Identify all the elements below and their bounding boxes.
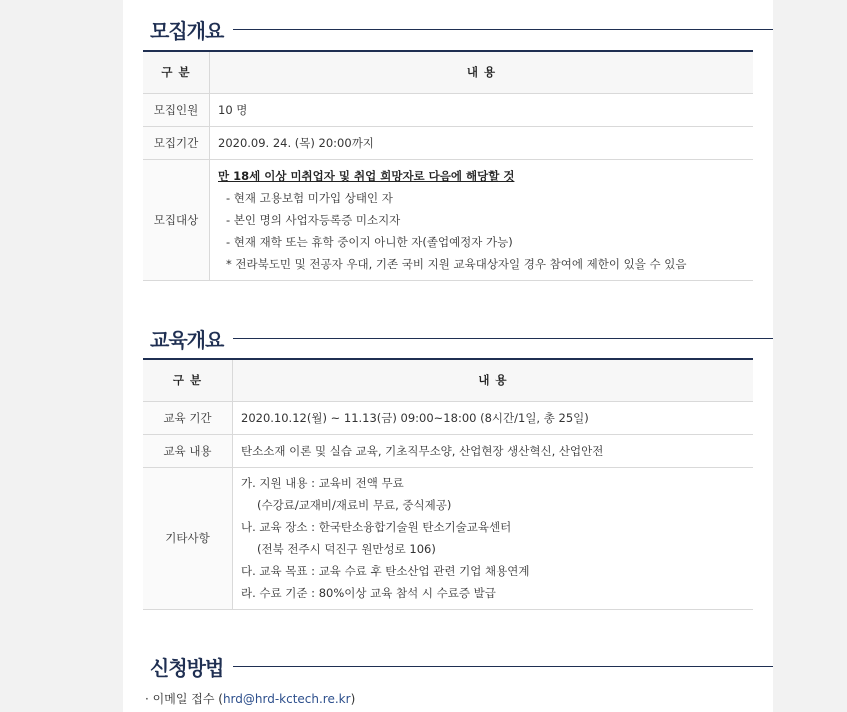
row-value: 2020.10.12(월) ~ 11.13(금) 09:00~18:00 (8시간/1일, 총 25일) xyxy=(233,401,754,434)
table-header-row xyxy=(143,51,753,93)
bullet-icon: · xyxy=(145,692,149,706)
row-label: 모집인원 xyxy=(143,93,210,126)
section-rule xyxy=(233,29,773,30)
row-label: 모집대상 xyxy=(143,159,210,280)
apply-section-header xyxy=(150,652,773,681)
row-value: 2020.09. 24. (목) 20:00까지 xyxy=(210,126,754,159)
table-row xyxy=(143,401,753,434)
header-category: 구 분 xyxy=(143,359,233,401)
misc-item: (수강료/교재비/재료비 무료, 중식제공) xyxy=(257,498,452,512)
education-table xyxy=(143,358,753,610)
row-value: 탄소소재 이론 및 실습 교육, 기초직무소양, 산업현장 생산혁신, 산업안전 xyxy=(233,434,754,467)
misc-item: 다. 교육 목표 : 교육 수료 후 탄소산업 관련 기업 채용연계 xyxy=(241,564,530,578)
table-row xyxy=(143,434,753,467)
row-value xyxy=(210,159,754,280)
education-section-header xyxy=(150,324,773,353)
table-row xyxy=(143,93,753,126)
header-content: 내 용 xyxy=(233,359,754,401)
apply-label: 이메일 접수 xyxy=(152,692,215,706)
section-rule xyxy=(233,666,773,667)
target-item: - 현재 고용보험 미가입 상태인 자 xyxy=(226,190,393,205)
row-label: 모집기간 xyxy=(143,126,210,159)
misc-item: 나. 교육 장소 : 한국탄소융합기술원 탄소기술교육센터 xyxy=(241,520,512,534)
recruit-section-header xyxy=(150,15,773,44)
target-headline: 만 18세 이상 미취업자 및 취업 희망자로 다음에 해당할 것 xyxy=(218,168,515,183)
table-header-row xyxy=(143,359,753,401)
section-title-recruit: 모집개요 xyxy=(150,19,224,43)
table-row xyxy=(143,159,753,280)
misc-item: 가. 지원 내용 : 교육비 전액 무료 xyxy=(241,476,404,490)
section-rule xyxy=(233,338,773,339)
row-label: 기타사항 xyxy=(143,467,233,609)
misc-item: (전북 전주시 덕진구 원만성로 106) xyxy=(257,542,436,556)
row-label: 교육 기간 xyxy=(143,401,233,434)
target-item: - 현재 재학 또는 휴학 중이지 아니한 자(졸업예정자 가능) xyxy=(226,234,513,249)
header-category: 구 분 xyxy=(143,51,210,93)
row-value: 10 명 xyxy=(210,93,754,126)
header-content: 내 용 xyxy=(210,51,754,93)
row-value xyxy=(233,467,754,609)
apply-method: · 이메일 접수 (hrd@hrd-kctech.re.kr) xyxy=(145,692,356,706)
target-item: - 본인 명의 사업자등록증 미소지자 xyxy=(226,212,401,227)
misc-item: 라. 수료 기준 : 80%이상 교육 참석 시 수료증 발급 xyxy=(241,586,496,600)
table-row xyxy=(143,126,753,159)
row-label: 교육 내용 xyxy=(143,434,233,467)
table-row xyxy=(143,467,753,609)
section-title-apply: 신청방법 xyxy=(150,656,224,680)
section-title-education: 교육개요 xyxy=(150,328,224,352)
apply-email-link[interactable]: hrd@hrd-kctech.re.kr xyxy=(222,692,351,706)
target-note: * 전라북도민 및 전공자 우대, 기존 국비 지원 교육대상자일 경우 참여에 제한이 있을 수 있음 xyxy=(226,256,687,271)
recruit-table xyxy=(143,50,753,281)
